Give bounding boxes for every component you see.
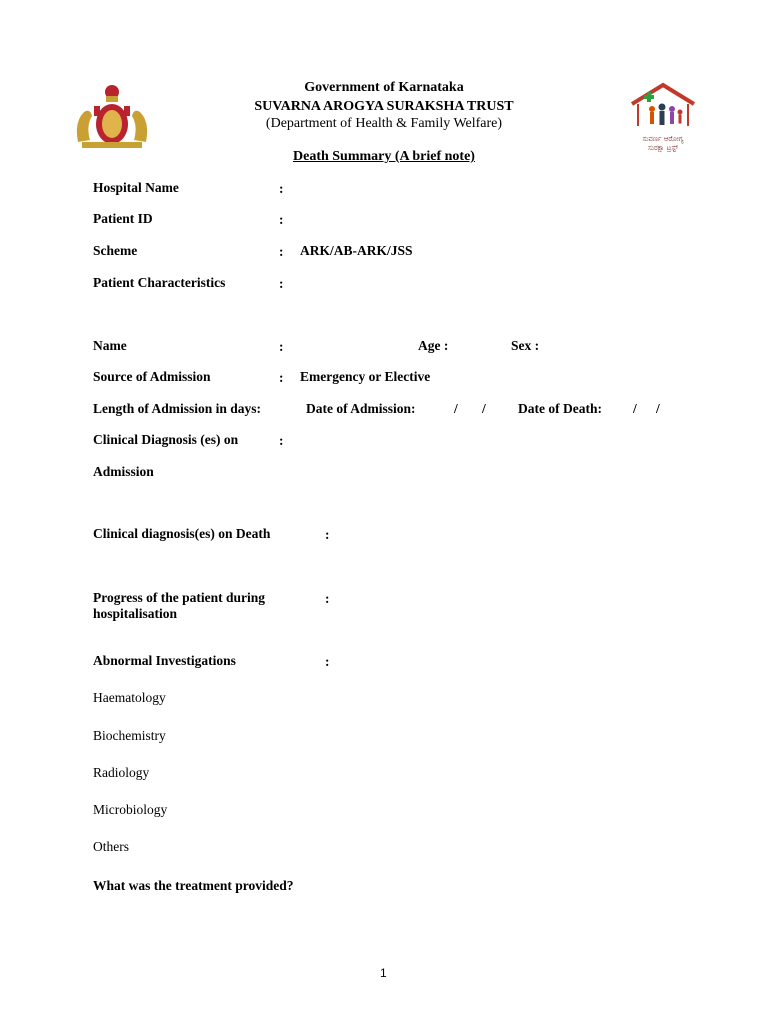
label-date-of-death: Date of Death: bbox=[518, 401, 602, 416]
label-date-of-admission: Date of Admission: bbox=[306, 401, 416, 416]
colon: : bbox=[325, 591, 330, 606]
colon: : bbox=[279, 370, 284, 385]
colon: : bbox=[279, 339, 284, 354]
label-treatment-question: What was the treatment provided? bbox=[93, 878, 294, 893]
label-clinical-diagnosis-death: Clinical diagnosis(es) on Death bbox=[93, 526, 271, 541]
label-hospital-name: Hospital Name bbox=[93, 180, 179, 195]
colon: : bbox=[279, 212, 284, 227]
label-progress: Progress of the patient during bbox=[93, 590, 265, 605]
colon: : bbox=[279, 276, 284, 291]
colon: : bbox=[279, 244, 284, 259]
label-source-of-admission: Source of Admission bbox=[93, 369, 211, 384]
label-abnormal-investigations: Abnormal Investigations bbox=[93, 653, 236, 668]
colon: : bbox=[279, 433, 284, 448]
value-scheme: ARK/AB-ARK/JSS bbox=[300, 243, 413, 258]
header-government: Government of Karnataka bbox=[304, 80, 464, 95]
label-clinical-diagnosis-admission-cont: Admission bbox=[93, 464, 154, 479]
logo-text-line-1: ಸುವರ್ಣ ಆರೋಗ್ಯ bbox=[642, 135, 684, 143]
date-separator: / bbox=[454, 401, 458, 416]
header-trust: SUVARNA AROGYA SURAKSHA TRUST bbox=[254, 99, 514, 114]
label-scheme: Scheme bbox=[93, 243, 138, 258]
colon: : bbox=[279, 181, 284, 196]
label-patient-characteristics: Patient Characteristics bbox=[93, 275, 226, 290]
logo-text-line-2: ಸುರಕ್ಷಾ ಟ್ರಸ್ಟ್ bbox=[648, 144, 678, 152]
page-number: 1 bbox=[380, 966, 387, 980]
label-progress-cont: hospitalisation bbox=[93, 606, 178, 621]
date-separator: / bbox=[656, 401, 660, 416]
date-separator: / bbox=[633, 401, 637, 416]
investigation-haematology: Haematology bbox=[93, 690, 166, 705]
label-length-of-admission: Length of Admission in days: bbox=[93, 401, 262, 416]
page-title: Death Summary (A brief note) bbox=[293, 149, 475, 164]
colon: : bbox=[325, 654, 330, 669]
colon: : bbox=[325, 527, 330, 542]
header-department: (Department of Health & Family Welfare) bbox=[265, 116, 503, 131]
investigation-others: Others bbox=[93, 839, 129, 854]
label-name: Name bbox=[93, 338, 127, 353]
label-patient-id: Patient ID bbox=[93, 211, 153, 226]
label-sex: Sex : bbox=[511, 338, 540, 353]
investigation-radiology: Radiology bbox=[93, 765, 150, 780]
value-source-of-admission: Emergency or Elective bbox=[300, 369, 431, 384]
date-separator: / bbox=[482, 401, 486, 416]
label-clinical-diagnosis-admission: Clinical Diagnosis (es) on bbox=[93, 432, 239, 447]
investigation-microbiology: Microbiology bbox=[93, 802, 168, 817]
investigation-biochemistry: Biochemistry bbox=[93, 728, 166, 743]
label-age: Age : bbox=[418, 338, 449, 353]
